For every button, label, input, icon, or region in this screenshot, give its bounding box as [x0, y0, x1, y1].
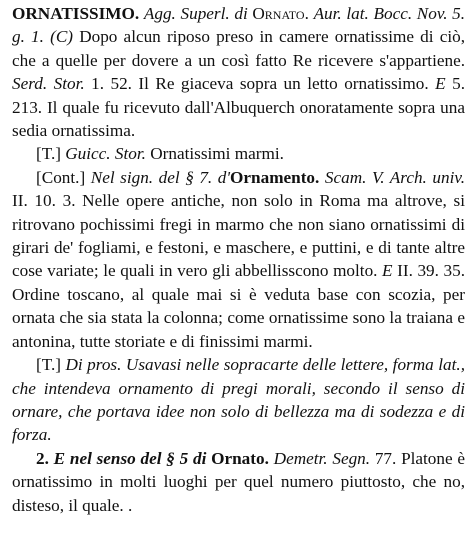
entry-paragraph-5 — [12, 447, 465, 517]
quote-text: 5. 213. Il quale fu ricevuto dall'Albuquerch onoratamente sopra una sedia ornatissima. — [12, 74, 466, 141]
source-citation: Aur. lat. Bocc. Nov. 5. g. 1. (C) — [12, 4, 466, 47]
section-tag: [T.] — [36, 144, 61, 164]
sense-text: E nel senso del § 5 di — [53, 448, 207, 468]
grammar-label: Agg. Superl. — [143, 4, 230, 23]
dictionary-entry — [12, 2, 465, 517]
ref-word: Ornato. — [211, 448, 269, 468]
citation: Guicc. Stor. — [65, 144, 146, 164]
section-tag: [Cont.] — [36, 167, 86, 187]
quote-text: Dopo alcun riposo preso in camere ornatissime di ciò, che a quelle per dovere a un così fatto Re ricevere s'appartiene. — [12, 27, 466, 70]
entry-paragraph-4 — [12, 353, 465, 447]
entry-paragraph-1 — [12, 2, 465, 142]
headword: ORNATISSIMO. — [12, 4, 140, 23]
entry-paragraph-2 — [12, 142, 465, 165]
quote-text: Ornatissimi marmi. — [150, 144, 284, 164]
ref-prefix: di — [234, 4, 248, 23]
sense-text: Nel sign. del § 7. d' — [90, 167, 231, 187]
sense-text: Di pros. Usavasi nelle sopracarte delle lettere, forma lat., che intendeva ornamento di pregi morali, secondo il senso di ornare, che portava idee non solo di bellezza ma di sodezza e di forza. — [12, 355, 465, 445]
quote-text: 1. 52. Il Re giaceva sopra un letto ornatissimo. — [91, 74, 429, 94]
ref-word: Ornamento. — [230, 167, 320, 187]
citation: E — [382, 261, 393, 281]
citation: E — [435, 74, 446, 94]
section-tag: [T.] — [36, 355, 61, 375]
quote-text: 77. Platone è ornatissimo in molti luoghi per quel numero piuttosto, che no, disteso, il quale. . — [12, 448, 466, 515]
quote-text: II. 39. 35. Ordine toscano, al quale mai si è veduta base con scozia, per ornata che sia stata la colonna; come ornatissime sono la traiana e antonina, tutte storiate e di finissimi marmi. — [12, 261, 465, 351]
citation: Serd. Stor. — [12, 74, 85, 94]
entry-paragraph-3 — [12, 166, 465, 353]
sense-number: 2. — [36, 448, 49, 468]
quote-text: II. 10. 3. Nelle opere antiche, non solo in Roma ma altrove, si ritrovano pochissimi fregi in marmo che non siano ornatissimi di girari de' fogliami, e festoni, e maschere, e puttini, e di tante altre cose variate; le quali in vero gli abbellisscono molto. — [12, 191, 465, 281]
citation: Demetr. Segn. — [273, 448, 371, 468]
ref-word: Ornato. — [252, 4, 309, 23]
citation: Scam. V. Arch. univ. — [324, 167, 466, 187]
